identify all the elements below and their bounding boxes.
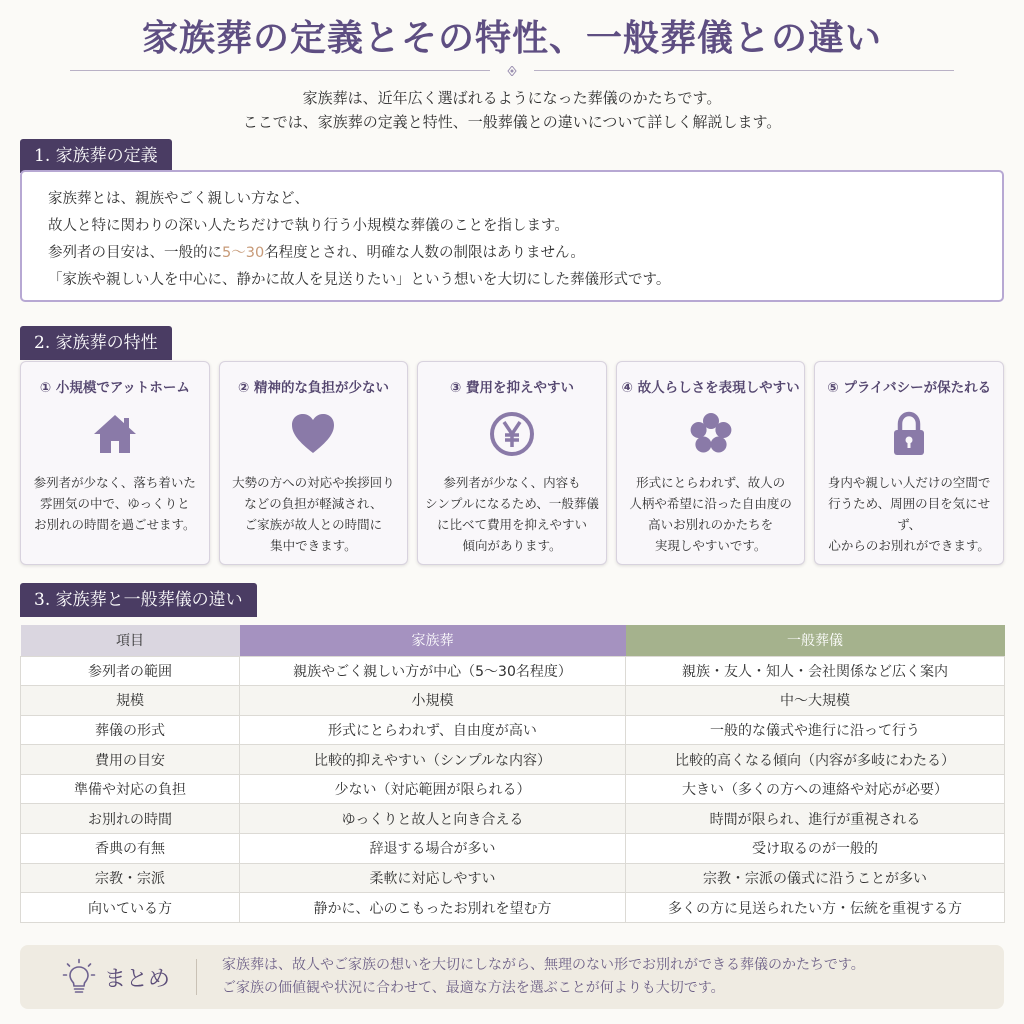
table-row (21, 804, 1005, 834)
feature-card-line: ご家族が故人との時間に (244, 517, 383, 532)
table-row (21, 863, 1005, 893)
heart-icon (289, 410, 337, 458)
definition-line: 「家族や親しい人を中心に、静かに故人を見送りたい」という想いを大切にした葬儀形式です。 (48, 272, 671, 288)
feature-card-line: 形式にとらわれず、故人の (636, 475, 786, 490)
column-header-family-funeral: 家族葬 (240, 625, 626, 656)
table-cell: 費用の目安 (21, 745, 240, 775)
house-icon (91, 410, 139, 458)
feature-card-line: 参列者が少なく、落ち着いた (33, 475, 196, 490)
table-row (21, 834, 1005, 864)
feature-card-line: 身内や親しい人だけの空間で (827, 475, 991, 490)
yen-coin-icon (488, 410, 536, 458)
feature-card-title: ② 精神的な負担が少ない (237, 380, 389, 396)
feature-card-line: 高いお別れのかたちを (648, 517, 774, 532)
table-cell: 宗教・宗派 (21, 863, 240, 893)
table-cell: 比較的高くなる傾向（内容が多岐にわたる） (626, 745, 1005, 775)
feature-card-line: に比べて費用を抑えやすい (436, 517, 587, 532)
feature-card-title: ⑤ プライバシーが保たれる (827, 380, 992, 396)
table-cell: 準備や対応の負担 (21, 774, 240, 804)
definition-text: 名程度とされ、明確な人数の制限はありません。 (264, 245, 585, 261)
attendee-count-highlight: 5〜30 (222, 245, 265, 261)
feature-card-line: シンプルになるため、一般葬儀 (425, 496, 599, 511)
column-header-general-funeral: 一般葬儀 (626, 625, 1005, 656)
table-row (21, 656, 1005, 686)
feature-card-line: 人柄や希望に沿った自由度の (629, 496, 792, 511)
feature-card (20, 361, 210, 565)
feature-card-body (617, 472, 805, 556)
flower-icon (687, 410, 735, 458)
definition-line: 家族葬とは、親族やごく親しい方など、 (48, 191, 309, 207)
table-cell: 辞退する場合が多い (240, 834, 626, 864)
feature-card-line: 参列者が少なく、内容も (443, 475, 581, 490)
definition-line: 故人と特に関わりの深い人たちだけで執り行う小規模な葬儀のことを指します。 (48, 218, 569, 234)
table-cell: 香典の有無 (21, 834, 240, 864)
table-cell: 一般的な儀式や進行に沿って行う (626, 715, 1005, 745)
feature-card-line: 実現しやすいです。 (654, 538, 767, 553)
intro-text (0, 86, 1024, 134)
intro-line: 家族葬は、近年広く選ばれるようになった葬儀のかたちです。 (302, 89, 722, 107)
table-cell: 宗教・宗派の儀式に沿うことが多い (626, 863, 1005, 893)
table-row (21, 774, 1005, 804)
feature-card-line: 集中できます。 (270, 538, 357, 553)
table-cell: 比較的抑えやすい（シンプルな内容） (240, 745, 626, 775)
table-cell: 親族・友人・知人・会社関係など広く案内 (626, 656, 1005, 686)
table-cell: 向いている方 (21, 893, 240, 923)
table-row (21, 745, 1005, 775)
column-header-item: 項目 (21, 625, 240, 656)
feature-card-line: 大勢の方への対応や挨拶回り (232, 475, 395, 490)
feature-card-title: ④ 故人らしさを表現しやすい (621, 380, 800, 396)
table-cell: 受け取るのが一般的 (626, 834, 1005, 864)
feature-card-line: 行うため、周囲の目を気にせず、 (828, 496, 991, 532)
table-cell: お別れの時間 (21, 804, 240, 834)
feature-card (417, 361, 607, 565)
table-cell: 中〜大規模 (626, 686, 1005, 716)
summary-line: 家族葬は、故人やご家族の想いを大切にしながら、無理のない形でお別れができる葬儀のかたちです。 (222, 957, 865, 973)
table-cell: 小規模 (240, 686, 626, 716)
summary-label: まとめ (104, 967, 171, 992)
definition-text: 参列者の目安は、一般的に (48, 245, 222, 261)
definition-line (48, 240, 976, 267)
lock-icon (885, 410, 933, 458)
feature-card (219, 361, 409, 565)
section-heading-comparison: 3. 家族葬と一般葬儀の違い (20, 583, 257, 617)
table-header-row (21, 625, 1005, 656)
section-heading-features: 2. 家族葬の特性 (20, 326, 172, 360)
feature-card (814, 361, 1004, 565)
table-cell: 柔軟に対応しやすい (240, 863, 626, 893)
table-cell: 親族やごく親しい方が中心（5〜30名程度） (240, 656, 626, 686)
table-cell: 時間が限られ、進行が重視される (626, 804, 1005, 834)
feature-card-body (815, 472, 1003, 556)
comparison-table (20, 625, 1005, 923)
feature-card-line: 雰囲気の中で、ゆっくりと (39, 496, 190, 511)
page-title: 家族葬の定義とその特性、一般葬儀との違い (141, 17, 882, 59)
feature-cards (20, 361, 1004, 565)
feature-card-line: お別れの時間を過ごせます。 (34, 517, 196, 532)
summary-divider (196, 959, 197, 995)
lightbulb-icon (62, 958, 96, 996)
table-cell: 葬儀の形式 (21, 715, 240, 745)
table-cell: 静かに、心のこもったお別れを望む方 (240, 893, 626, 923)
feature-card-title: ③ 費用を抑えやすい (449, 380, 575, 396)
ornament-icon (502, 66, 522, 76)
intro-line: ここでは、家族葬の定義と特性、一般葬儀との違いについて詳しく解説します。 (242, 113, 782, 131)
table-row (21, 893, 1005, 923)
summary-box (20, 945, 1004, 1009)
table-cell: 形式にとらわれず、自由度が高い (240, 715, 626, 745)
summary-text (222, 954, 865, 1000)
title-divider (70, 66, 954, 76)
table-cell: 多くの方に見送られたい方・伝統を重視する方 (626, 893, 1005, 923)
feature-card (616, 361, 806, 565)
table-cell: 少ない（対応範囲が限られる） (240, 774, 626, 804)
table-cell: 参列者の範囲 (21, 656, 240, 686)
feature-card-title: ① 小規模でアットホーム (39, 380, 190, 396)
feature-card-line: などの負担が軽減され、 (244, 496, 383, 511)
feature-card-line: 傾向があります。 (462, 538, 562, 553)
table-cell: 規模 (21, 686, 240, 716)
table-row (21, 686, 1005, 716)
feature-card-body (418, 472, 606, 556)
feature-card-line: 心からのお別れができます。 (828, 538, 990, 553)
feature-card-body (220, 472, 408, 556)
table-cell: 大きい（多くの方への連絡や対応が必要） (626, 774, 1005, 804)
feature-card-body (21, 472, 209, 535)
table-cell: ゆっくりと故人と向き合える (240, 804, 626, 834)
definition-box (20, 170, 1004, 302)
section-heading-definition: 1. 家族葬の定義 (20, 139, 172, 173)
table-row (21, 715, 1005, 745)
summary-line: ご家族の価値観や状況に合わせて、最適な方法を選ぶことが何よりも大切です。 (222, 980, 725, 996)
